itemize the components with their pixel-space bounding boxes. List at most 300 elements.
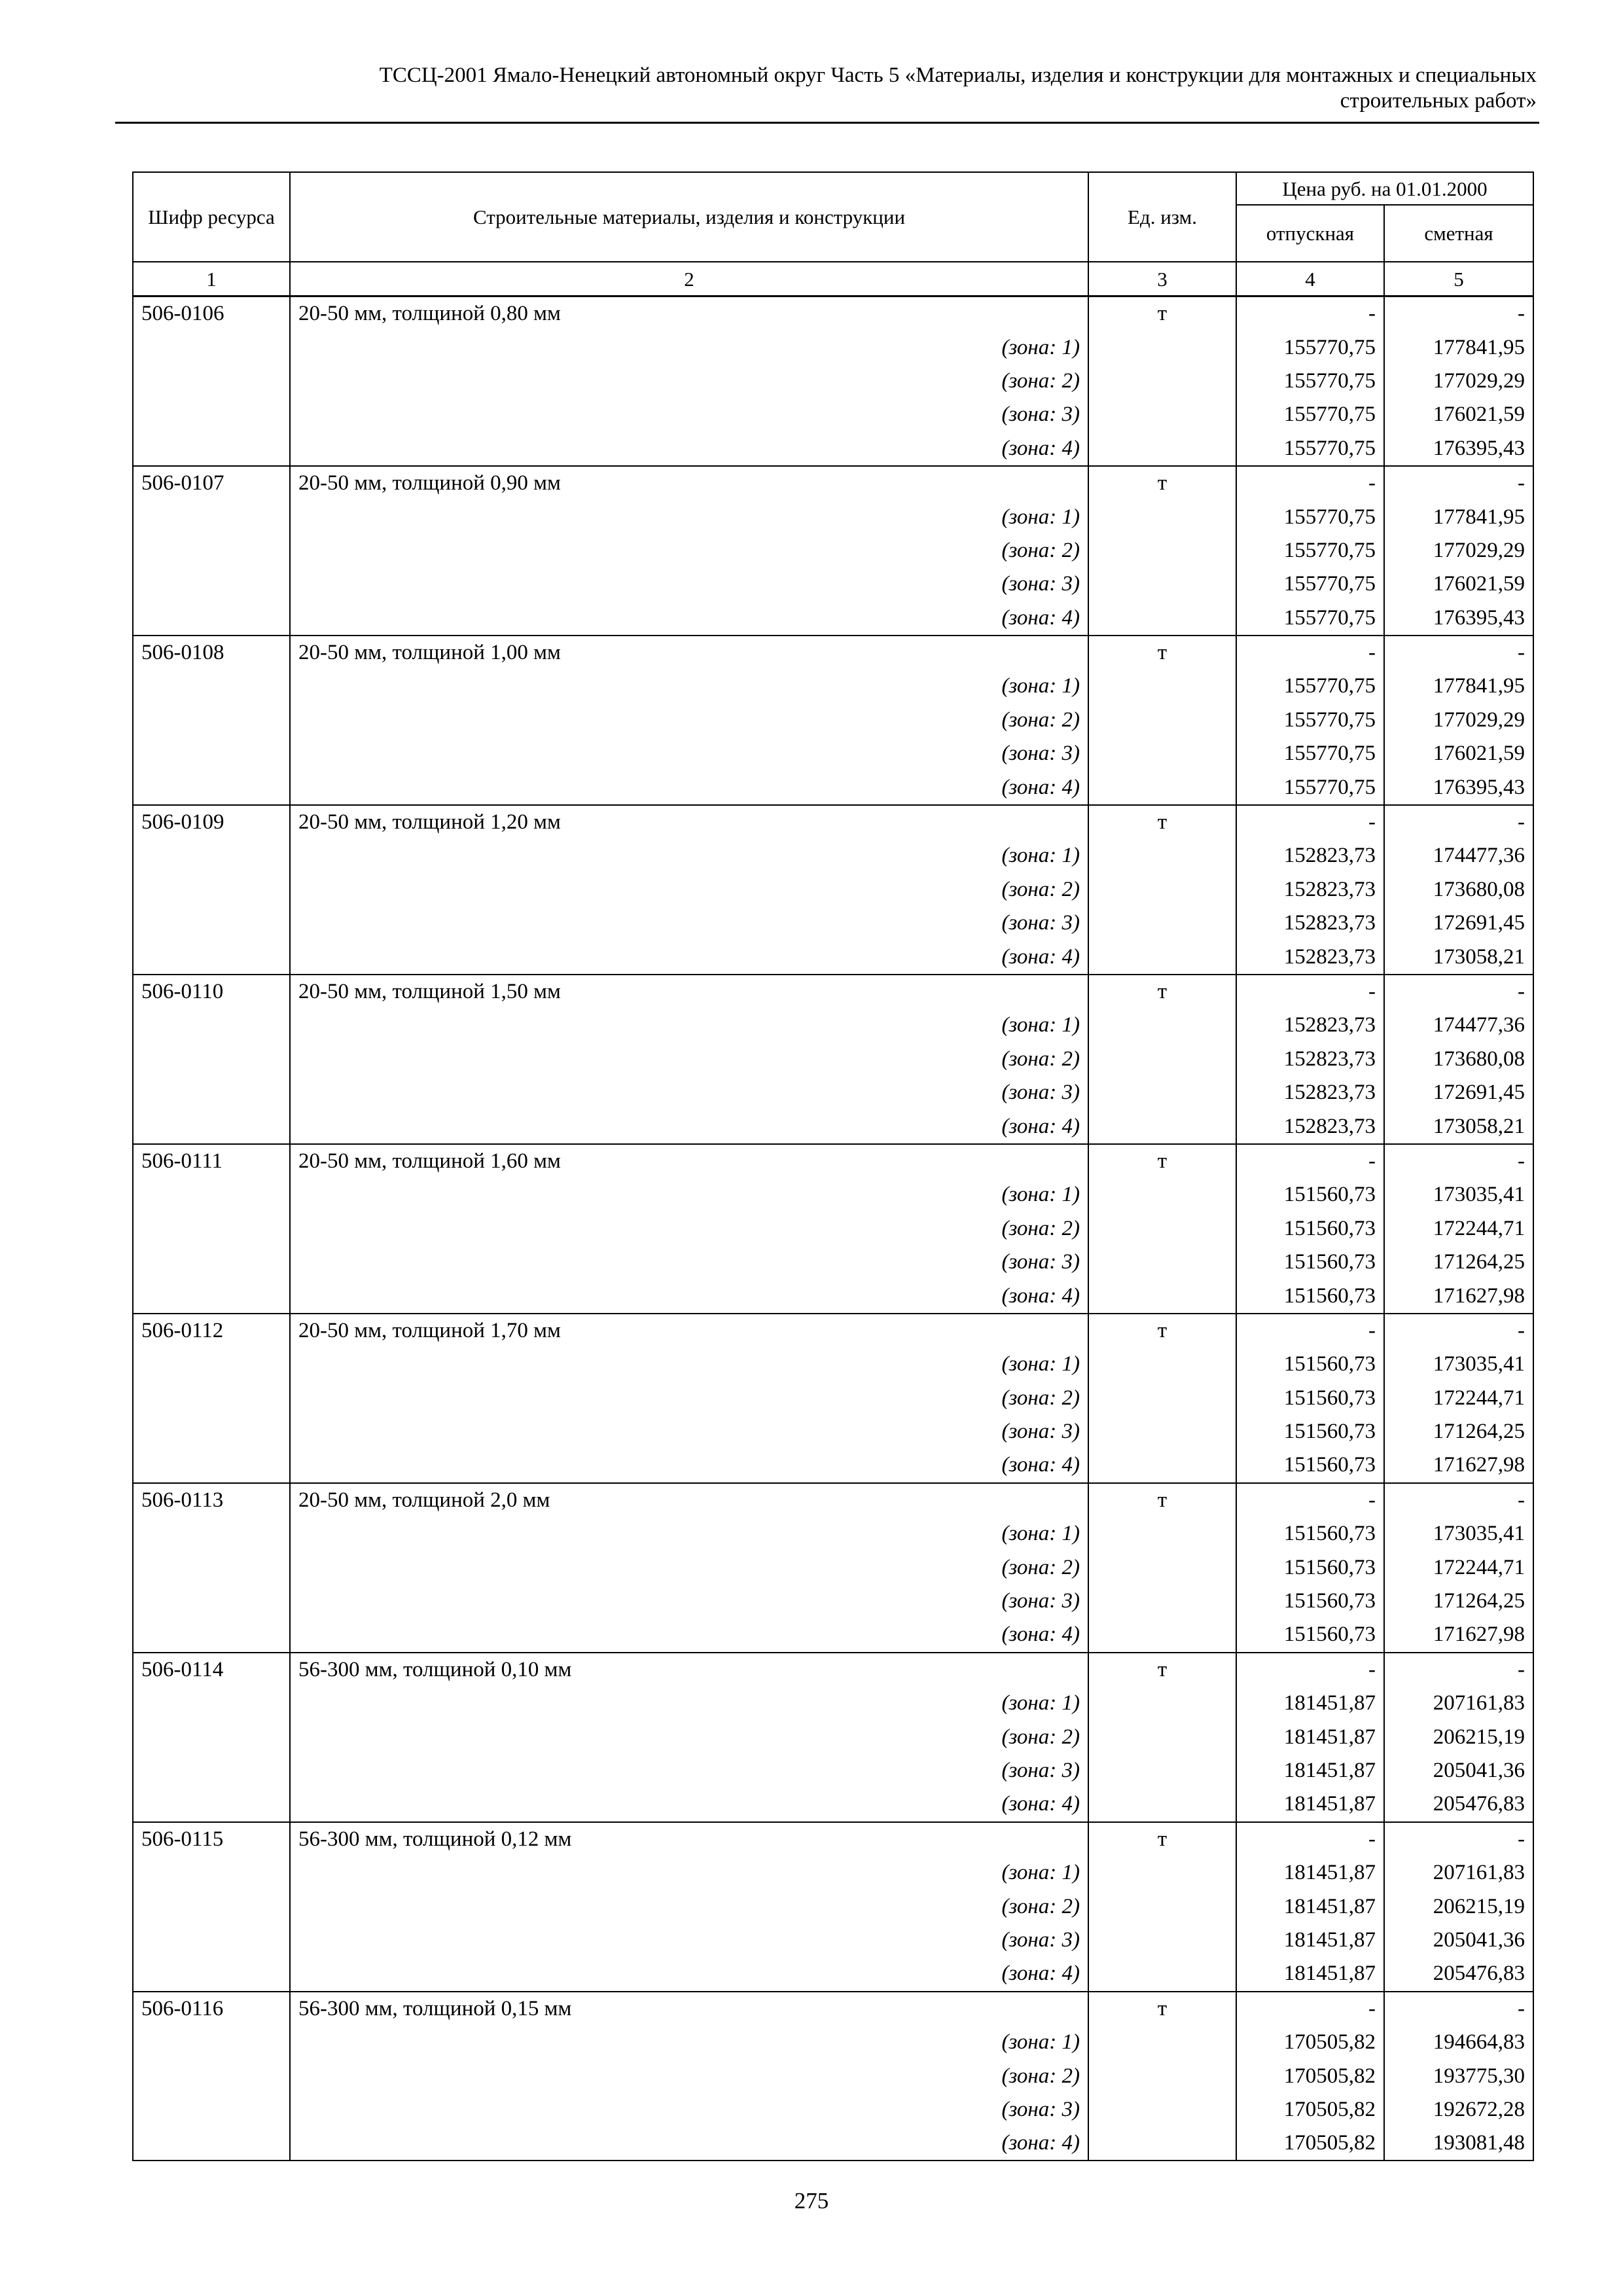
empty-code-cell [133, 1687, 290, 1720]
zone-label: (зона: 2) [290, 1720, 1088, 1753]
zone-label: (зона: 1) [290, 670, 1088, 703]
zone-row [133, 1924, 1533, 1957]
release-price: 170505,82 [1236, 2093, 1384, 2126]
column-number-5: 5 [1384, 262, 1533, 296]
estimate-price: 177029,29 [1384, 704, 1533, 737]
resource-code: 506-0107 [133, 466, 290, 500]
zone-label: (зона: 4) [290, 1957, 1088, 1991]
estimate-price: 173035,41 [1384, 1348, 1533, 1381]
unit-cell: т [1088, 1314, 1236, 1348]
empty-unit-cell [1088, 1043, 1236, 1076]
estimate-price: - [1384, 1992, 1533, 2026]
zone-row [133, 1246, 1533, 1279]
estimate-price: - [1384, 805, 1533, 839]
empty-unit-cell [1088, 1076, 1236, 1109]
empty-code-cell [133, 670, 290, 703]
empty-unit-cell [1088, 1348, 1236, 1381]
estimate-price: 207161,83 [1384, 1687, 1533, 1720]
release-price: 151560,73 [1236, 1618, 1384, 1652]
zone-row [133, 737, 1533, 770]
empty-unit-cell [1088, 839, 1236, 872]
zone-label: (зона: 1) [290, 839, 1088, 872]
empty-code-cell [133, 365, 290, 398]
resource-code: 506-0108 [133, 636, 290, 670]
zone-label: (зона: 3) [290, 1415, 1088, 1448]
page-number: 275 [794, 2188, 829, 2214]
estimate-price: 171627,98 [1384, 1279, 1533, 1313]
zone-label: (зона: 2) [290, 1212, 1088, 1246]
estimate-price: 207161,83 [1384, 1856, 1533, 1890]
empty-unit-cell [1088, 1246, 1236, 1279]
estimate-price: 194664,83 [1384, 2026, 1533, 2059]
estimate-price: 177029,29 [1384, 365, 1533, 398]
zone-row [133, 2126, 1533, 2161]
empty-unit-cell [1088, 1382, 1236, 1415]
zone-label: (зона: 1) [290, 1009, 1088, 1042]
resource-code: 506-0111 [133, 1144, 290, 1178]
empty-code-cell [133, 940, 290, 974]
empty-unit-cell [1088, 1517, 1236, 1551]
zone-row [133, 1279, 1533, 1313]
material-name: 20-50 мм, толщиной 0,90 мм [290, 466, 1088, 500]
empty-unit-cell [1088, 601, 1236, 636]
estimate-price: - [1384, 636, 1533, 670]
empty-unit-cell [1088, 670, 1236, 703]
zone-label: (зона: 3) [290, 906, 1088, 940]
empty-code-cell [133, 1279, 290, 1313]
release-price: 181451,87 [1236, 1720, 1384, 1753]
estimate-price: 174477,36 [1384, 1009, 1533, 1042]
zone-row [133, 839, 1533, 872]
release-price: 181451,87 [1236, 1687, 1384, 1720]
release-price: 181451,87 [1236, 1890, 1384, 1923]
empty-unit-cell [1088, 1687, 1236, 1720]
zone-row [133, 940, 1533, 974]
estimate-price: 177841,95 [1384, 331, 1533, 364]
release-price: - [1236, 1992, 1384, 2026]
estimate-price: 176021,59 [1384, 398, 1533, 431]
estimate-price: 205476,83 [1384, 1957, 1533, 1991]
release-price: - [1236, 466, 1384, 500]
estimate-price: 176021,59 [1384, 737, 1533, 770]
material-name: 20-50 мм, толщиной 1,70 мм [290, 1314, 1088, 1348]
material-name: 20-50 мм, толщиной 1,00 мм [290, 636, 1088, 670]
zone-label: (зона: 3) [290, 1924, 1088, 1957]
release-price: - [1236, 1144, 1384, 1178]
release-price: 155770,75 [1236, 365, 1384, 398]
empty-code-cell [133, 1517, 290, 1551]
zone-row [133, 1076, 1533, 1109]
zone-row [133, 1348, 1533, 1381]
release-price: 170505,82 [1236, 2026, 1384, 2059]
empty-code-cell [133, 1551, 290, 1584]
zone-row [133, 1212, 1533, 1246]
estimate-price: 172244,71 [1384, 1212, 1533, 1246]
zone-row [133, 1448, 1533, 1482]
zone-label: (зона: 2) [290, 1551, 1088, 1584]
table-row [133, 1483, 1533, 1517]
zone-row [133, 704, 1533, 737]
release-price: 151560,73 [1236, 1585, 1384, 1618]
release-price: - [1236, 1822, 1384, 1856]
release-price: 152823,73 [1236, 940, 1384, 974]
estimate-price: 172691,45 [1384, 1076, 1533, 1109]
empty-code-cell [133, 2026, 290, 2059]
zone-row [133, 2059, 1533, 2092]
zone-label: (зона: 3) [290, 737, 1088, 770]
empty-code-cell [133, 1009, 290, 1042]
release-price: - [1236, 296, 1384, 331]
empty-code-cell [133, 1787, 290, 1821]
zone-row [133, 1787, 1533, 1821]
zone-row [133, 398, 1533, 431]
estimate-price: 176395,43 [1384, 770, 1533, 804]
estimate-price: 172691,45 [1384, 906, 1533, 940]
release-price: 155770,75 [1236, 567, 1384, 601]
resource-code: 506-0115 [133, 1822, 290, 1856]
release-price: - [1236, 1653, 1384, 1687]
resource-code: 506-0116 [133, 1992, 290, 2026]
estimate-price: 173058,21 [1384, 940, 1533, 974]
estimate-price: 171627,98 [1384, 1448, 1533, 1482]
table-row [133, 466, 1533, 500]
header-line-1: ТССЦ-2001 Ямало-Ненецкий автономный округ Часть 5 «Материалы, изделия и конструкции для монтажных и специальных [379, 63, 1537, 87]
column-number-3: 3 [1088, 262, 1236, 296]
empty-unit-cell [1088, 1856, 1236, 1890]
empty-unit-cell [1088, 365, 1236, 398]
empty-unit-cell [1088, 1957, 1236, 1991]
release-price: 155770,75 [1236, 500, 1384, 533]
zone-label: (зона: 2) [290, 873, 1088, 906]
empty-code-cell [133, 1415, 290, 1448]
zone-row [133, 1890, 1533, 1923]
empty-unit-cell [1088, 2126, 1236, 2161]
resource-code: 506-0110 [133, 975, 290, 1009]
empty-unit-cell [1088, 2026, 1236, 2059]
empty-code-cell [133, 534, 290, 567]
release-price: 152823,73 [1236, 906, 1384, 940]
unit-cell: т [1088, 296, 1236, 331]
empty-code-cell [133, 567, 290, 601]
estimate-price: 173058,21 [1384, 1109, 1533, 1143]
zone-label: (зона: 4) [290, 432, 1088, 466]
zone-row [133, 1687, 1533, 1720]
release-price: 155770,75 [1236, 398, 1384, 431]
release-price: 181451,87 [1236, 1957, 1384, 1991]
zone-label: (зона: 2) [290, 534, 1088, 567]
estimate-price: 192672,28 [1384, 2093, 1533, 2126]
estimate-price: 173680,08 [1384, 873, 1533, 906]
estimate-price: - [1384, 1314, 1533, 1348]
release-price: 151560,73 [1236, 1551, 1384, 1584]
release-price: 170505,82 [1236, 2126, 1384, 2161]
estimate-price: 193775,30 [1384, 2059, 1533, 2092]
empty-code-cell [133, 432, 290, 466]
empty-code-cell [133, 1043, 290, 1076]
unit-cell: т [1088, 1822, 1236, 1856]
empty-code-cell [133, 1585, 290, 1618]
zone-label: (зона: 4) [290, 1279, 1088, 1313]
release-price: 151560,73 [1236, 1415, 1384, 1448]
empty-code-cell [133, 500, 290, 533]
empty-unit-cell [1088, 1720, 1236, 1753]
empty-unit-cell [1088, 1212, 1236, 1246]
estimate-price: 171264,25 [1384, 1246, 1533, 1279]
zone-row [133, 1178, 1533, 1211]
resource-code: 506-0113 [133, 1483, 290, 1517]
zone-label: (зона: 1) [290, 1517, 1088, 1551]
table-row [133, 636, 1533, 670]
zone-label: (зона: 1) [290, 1687, 1088, 1720]
estimate-price: - [1384, 1483, 1533, 1517]
zone-row [133, 1415, 1533, 1448]
unit-cell: т [1088, 1653, 1236, 1687]
release-price: 152823,73 [1236, 1043, 1384, 1076]
table-row [133, 1822, 1533, 1856]
zone-label: (зона: 2) [290, 2059, 1088, 2092]
release-price: - [1236, 805, 1384, 839]
empty-code-cell [133, 906, 290, 940]
material-name: 20-50 мм, толщиной 1,50 мм [290, 975, 1088, 1009]
zone-label: (зона: 2) [290, 704, 1088, 737]
empty-code-cell [133, 601, 290, 636]
empty-unit-cell [1088, 1787, 1236, 1821]
release-price: 152823,73 [1236, 839, 1384, 872]
zone-label: (зона: 3) [290, 1585, 1088, 1618]
table-row [133, 1314, 1533, 1348]
release-price: 151560,73 [1236, 1279, 1384, 1313]
release-price: 152823,73 [1236, 873, 1384, 906]
empty-code-cell [133, 1720, 290, 1753]
empty-unit-cell [1088, 1109, 1236, 1143]
zone-label: (зона: 3) [290, 1076, 1088, 1109]
header-release: отпускная [1236, 205, 1384, 262]
release-price: - [1236, 636, 1384, 670]
estimate-price: 176021,59 [1384, 567, 1533, 601]
zone-label: (зона: 4) [290, 1618, 1088, 1652]
zone-label: (зона: 4) [290, 1109, 1088, 1143]
empty-unit-cell [1088, 1178, 1236, 1211]
empty-code-cell [133, 737, 290, 770]
empty-code-cell [133, 1448, 290, 1482]
empty-unit-cell [1088, 1890, 1236, 1923]
empty-code-cell [133, 1382, 290, 1415]
release-price: 152823,73 [1236, 1109, 1384, 1143]
empty-unit-cell [1088, 1279, 1236, 1313]
release-price: - [1236, 1483, 1384, 1517]
empty-unit-cell [1088, 770, 1236, 804]
estimate-price: 173035,41 [1384, 1517, 1533, 1551]
zone-label: (зона: 1) [290, 2026, 1088, 2059]
price-table [132, 171, 1534, 2161]
zone-row [133, 1382, 1533, 1415]
empty-code-cell [133, 331, 290, 364]
estimate-price: 173035,41 [1384, 1178, 1533, 1211]
estimate-price: 171264,25 [1384, 1415, 1533, 1448]
unit-cell: т [1088, 805, 1236, 839]
zone-label: (зона: 3) [290, 1246, 1088, 1279]
unit-cell: т [1088, 1144, 1236, 1178]
release-price: 151560,73 [1236, 1448, 1384, 1482]
estimate-price: 171264,25 [1384, 1585, 1533, 1618]
estimate-price: 193081,48 [1384, 2126, 1533, 2161]
zone-row [133, 601, 1533, 636]
empty-unit-cell [1088, 2093, 1236, 2126]
header-line-2: строительных работ» [1340, 88, 1537, 113]
empty-unit-cell [1088, 500, 1236, 533]
release-price: 151560,73 [1236, 1246, 1384, 1279]
empty-unit-cell [1088, 1754, 1236, 1787]
unit-cell: т [1088, 1992, 1236, 2026]
table-row [133, 1144, 1533, 1178]
empty-code-cell [133, 873, 290, 906]
empty-code-cell [133, 1924, 290, 1957]
empty-code-cell [133, 1754, 290, 1787]
estimate-price: 176395,43 [1384, 601, 1533, 636]
release-price: 181451,87 [1236, 1856, 1384, 1890]
resource-code: 506-0112 [133, 1314, 290, 1348]
release-price: - [1236, 1314, 1384, 1348]
zone-label: (зона: 4) [290, 1787, 1088, 1821]
zone-row [133, 1754, 1533, 1787]
release-price: 151560,73 [1236, 1382, 1384, 1415]
zone-row [133, 2093, 1533, 2126]
zone-row [133, 1957, 1533, 1991]
release-price: 155770,75 [1236, 737, 1384, 770]
estimate-price: - [1384, 1822, 1533, 1856]
material-name: 20-50 мм, толщиной 1,20 мм [290, 805, 1088, 839]
empty-code-cell [133, 2126, 290, 2161]
material-name: 20-50 мм, толщиной 0,80 мм [290, 296, 1088, 331]
zone-label: (зона: 1) [290, 331, 1088, 364]
estimate-price: 174477,36 [1384, 839, 1533, 872]
zone-row [133, 1043, 1533, 1076]
empty-unit-cell [1088, 940, 1236, 974]
empty-unit-cell [1088, 331, 1236, 364]
empty-code-cell [133, 1178, 290, 1211]
resource-code: 506-0109 [133, 805, 290, 839]
release-price: 151560,73 [1236, 1517, 1384, 1551]
estimate-price: - [1384, 296, 1533, 331]
column-number-4: 4 [1236, 262, 1384, 296]
zone-label: (зона: 2) [290, 1043, 1088, 1076]
empty-code-cell [133, 2093, 290, 2126]
empty-code-cell [133, 1076, 290, 1109]
empty-unit-cell [1088, 1009, 1236, 1042]
estimate-price: - [1384, 466, 1533, 500]
unit-cell: т [1088, 636, 1236, 670]
empty-unit-cell [1088, 567, 1236, 601]
zone-row [133, 1856, 1533, 1890]
empty-code-cell [133, 2059, 290, 2092]
empty-code-cell [133, 398, 290, 431]
release-price: 155770,75 [1236, 432, 1384, 466]
estimate-price: 177841,95 [1384, 500, 1533, 533]
unit-cell: т [1088, 975, 1236, 1009]
release-price: 152823,73 [1236, 1076, 1384, 1109]
empty-code-cell [133, 1212, 290, 1246]
unit-cell: т [1088, 466, 1236, 500]
empty-unit-cell [1088, 2059, 1236, 2092]
resource-code: 506-0106 [133, 296, 290, 331]
zone-label: (зона: 1) [290, 1348, 1088, 1381]
zone-label: (зона: 1) [290, 1178, 1088, 1211]
zone-label: (зона: 2) [290, 1382, 1088, 1415]
zone-label: (зона: 4) [290, 601, 1088, 636]
zone-label: (зона: 1) [290, 1856, 1088, 1890]
estimate-price: 205041,36 [1384, 1754, 1533, 1787]
zone-row [133, 770, 1533, 804]
release-price: 155770,75 [1236, 770, 1384, 804]
material-name: 20-50 мм, толщиной 1,60 мм [290, 1144, 1088, 1178]
zone-row [133, 432, 1533, 466]
estimate-price: - [1384, 1144, 1533, 1178]
release-price: 151560,73 [1236, 1348, 1384, 1381]
release-price: - [1236, 975, 1384, 1009]
zone-row [133, 906, 1533, 940]
empty-unit-cell [1088, 398, 1236, 431]
release-price: 170505,82 [1236, 2059, 1384, 2092]
estimate-price: - [1384, 1653, 1533, 1687]
table-row [133, 1653, 1533, 1687]
column-number-1: 1 [133, 262, 290, 296]
estimate-price: 173680,08 [1384, 1043, 1533, 1076]
release-price: 152823,73 [1236, 1009, 1384, 1042]
page-header [115, 63, 1537, 114]
zone-row [133, 873, 1533, 906]
empty-code-cell [133, 839, 290, 872]
release-price: 181451,87 [1236, 1754, 1384, 1787]
zone-row [133, 1585, 1533, 1618]
resource-code: 506-0114 [133, 1653, 290, 1687]
empty-unit-cell [1088, 1618, 1236, 1652]
material-name: 56-300 мм, толщиной 0,15 мм [290, 1992, 1088, 2026]
estimate-price: 205476,83 [1384, 1787, 1533, 1821]
estimate-price: 206215,19 [1384, 1720, 1533, 1753]
zone-row [133, 670, 1533, 703]
empty-unit-cell [1088, 432, 1236, 466]
zone-label: (зона: 3) [290, 2093, 1088, 2126]
zone-row [133, 1618, 1533, 1652]
table-row [133, 975, 1533, 1009]
estimate-price: 177841,95 [1384, 670, 1533, 703]
zone-row [133, 1720, 1533, 1753]
release-price: 155770,75 [1236, 331, 1384, 364]
table-row [133, 805, 1533, 839]
zone-label: (зона: 4) [290, 940, 1088, 974]
empty-unit-cell [1088, 906, 1236, 940]
zone-row [133, 567, 1533, 601]
table-row [133, 1992, 1533, 2026]
zone-row [133, 1109, 1533, 1143]
zone-label: (зона: 3) [290, 398, 1088, 431]
material-name: 20-50 мм, толщиной 2,0 мм [290, 1483, 1088, 1517]
unit-cell: т [1088, 1483, 1236, 1517]
empty-code-cell [133, 704, 290, 737]
header-estimate: сметная [1384, 205, 1533, 262]
material-name: 56-300 мм, толщиной 0,10 мм [290, 1653, 1088, 1687]
empty-code-cell [133, 1856, 290, 1890]
release-price: 155770,75 [1236, 670, 1384, 703]
empty-code-cell [133, 1246, 290, 1279]
empty-code-cell [133, 770, 290, 804]
header-name: Строительные материалы, изделия и конструкции [290, 172, 1088, 262]
empty-code-cell [133, 1618, 290, 1652]
release-price: 155770,75 [1236, 601, 1384, 636]
zone-label: (зона: 3) [290, 1754, 1088, 1787]
zone-label: (зона: 2) [290, 1890, 1088, 1923]
zone-row [133, 534, 1533, 567]
